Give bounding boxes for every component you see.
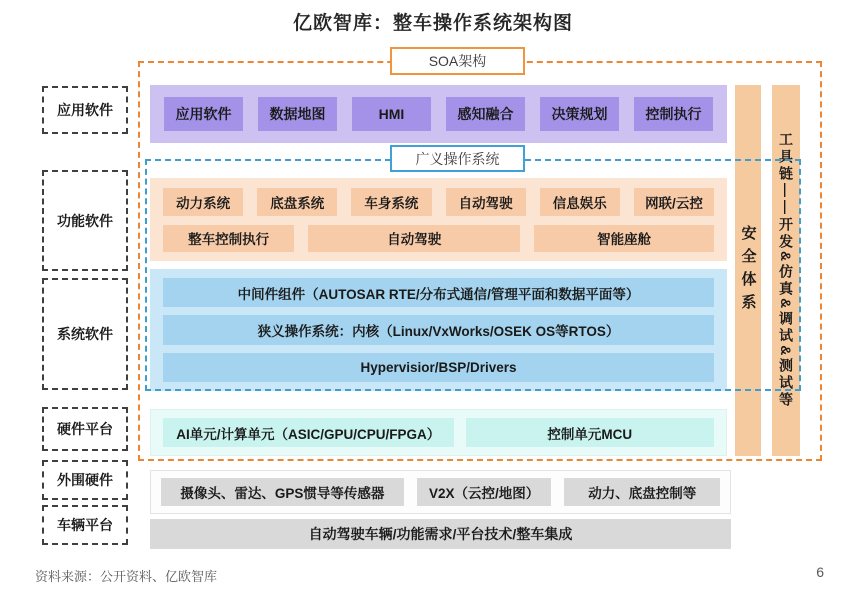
func-box-connectivity-cloud: 网联/云控 — [634, 188, 714, 216]
func-box-autonomous-driving: 自动驾驶 — [446, 188, 526, 216]
page-number: 6 — [816, 564, 824, 580]
soa-architecture-tag: SOA架构 — [390, 47, 525, 75]
application-software-row — [150, 85, 727, 143]
peripheral-box-v2x: V2X（云控/地图） — [417, 478, 552, 506]
func-box-infotainment: 信息娱乐 — [540, 188, 620, 216]
app-box-hmi: HMI — [352, 97, 431, 131]
func-box-vehicle-control-execution: 整车控制执行 — [163, 225, 294, 253]
toolchain-bar: 工具链——开发&仿真&调试&测试等 — [772, 85, 800, 456]
app-box-application-software: 应用软件 — [164, 97, 243, 131]
peripheral-hardware-row — [150, 470, 731, 514]
app-box-perception-fusion: 感知融合 — [446, 97, 525, 131]
app-box-decision-planning: 决策规划 — [540, 97, 619, 131]
vehicle-platform-bar: 自动驾驶车辆/功能需求/平台技术/整车集成 — [150, 519, 731, 549]
layer-label-functional-software: 功能软件 — [42, 170, 128, 271]
peripheral-box-power-chassis-control: 动力、底盘控制等 — [564, 478, 720, 506]
layer-label-vehicle-platform: 车辆平台 — [42, 505, 128, 545]
func-box-powertrain: 动力系统 — [163, 188, 243, 216]
sys-box-middleware: 中间件组件（AUTOSAR RTE/分布式通信/管理平面和数据平面等） — [163, 278, 714, 307]
func-box-autonomous-driving-domain: 自动驾驶 — [308, 225, 520, 253]
func-box-smart-cockpit: 智能座舱 — [534, 225, 714, 253]
hw-box-ai-compute-unit: AI单元/计算单元（ASIC/GPU/CPU/FPGA） — [163, 418, 454, 447]
security-system-bar: 安全体系 — [735, 85, 761, 456]
layer-label-application-software: 应用软件 — [42, 86, 128, 134]
peripheral-box-sensors: 摄像头、雷达、GPS惯导等传感器 — [161, 478, 404, 506]
sys-box-narrow-os-kernel: 狭义操作系统：内核（Linux/VxWorks/OSEK OS等RTOS） — [163, 315, 714, 344]
func-box-chassis: 底盘系统 — [257, 188, 337, 216]
func-box-body: 车身系统 — [351, 188, 431, 216]
layer-label-system-software: 系统软件 — [42, 278, 128, 390]
hardware-platform-row — [150, 409, 727, 456]
broad-os-tag: 广义操作系统 — [390, 145, 525, 172]
broad-os-frame — [145, 159, 801, 391]
sys-box-hypervisor-bsp-drivers: Hypervisior/BSP/Drivers — [163, 353, 714, 382]
app-box-control-execution: 控制执行 — [634, 97, 713, 131]
source-note: 资料来源：公开资料、亿欧智库 — [35, 569, 218, 584]
app-box-data-map: 数据地图 — [258, 97, 337, 131]
hw-box-control-unit-mcu: 控制单元MCU — [466, 418, 714, 447]
layer-label-peripheral-hardware: 外围硬件 — [42, 460, 128, 500]
layer-label-hardware-platform: 硬件平台 — [42, 407, 128, 451]
page-title: 亿欧智库：整车操作系统架构图 — [292, 13, 573, 34]
